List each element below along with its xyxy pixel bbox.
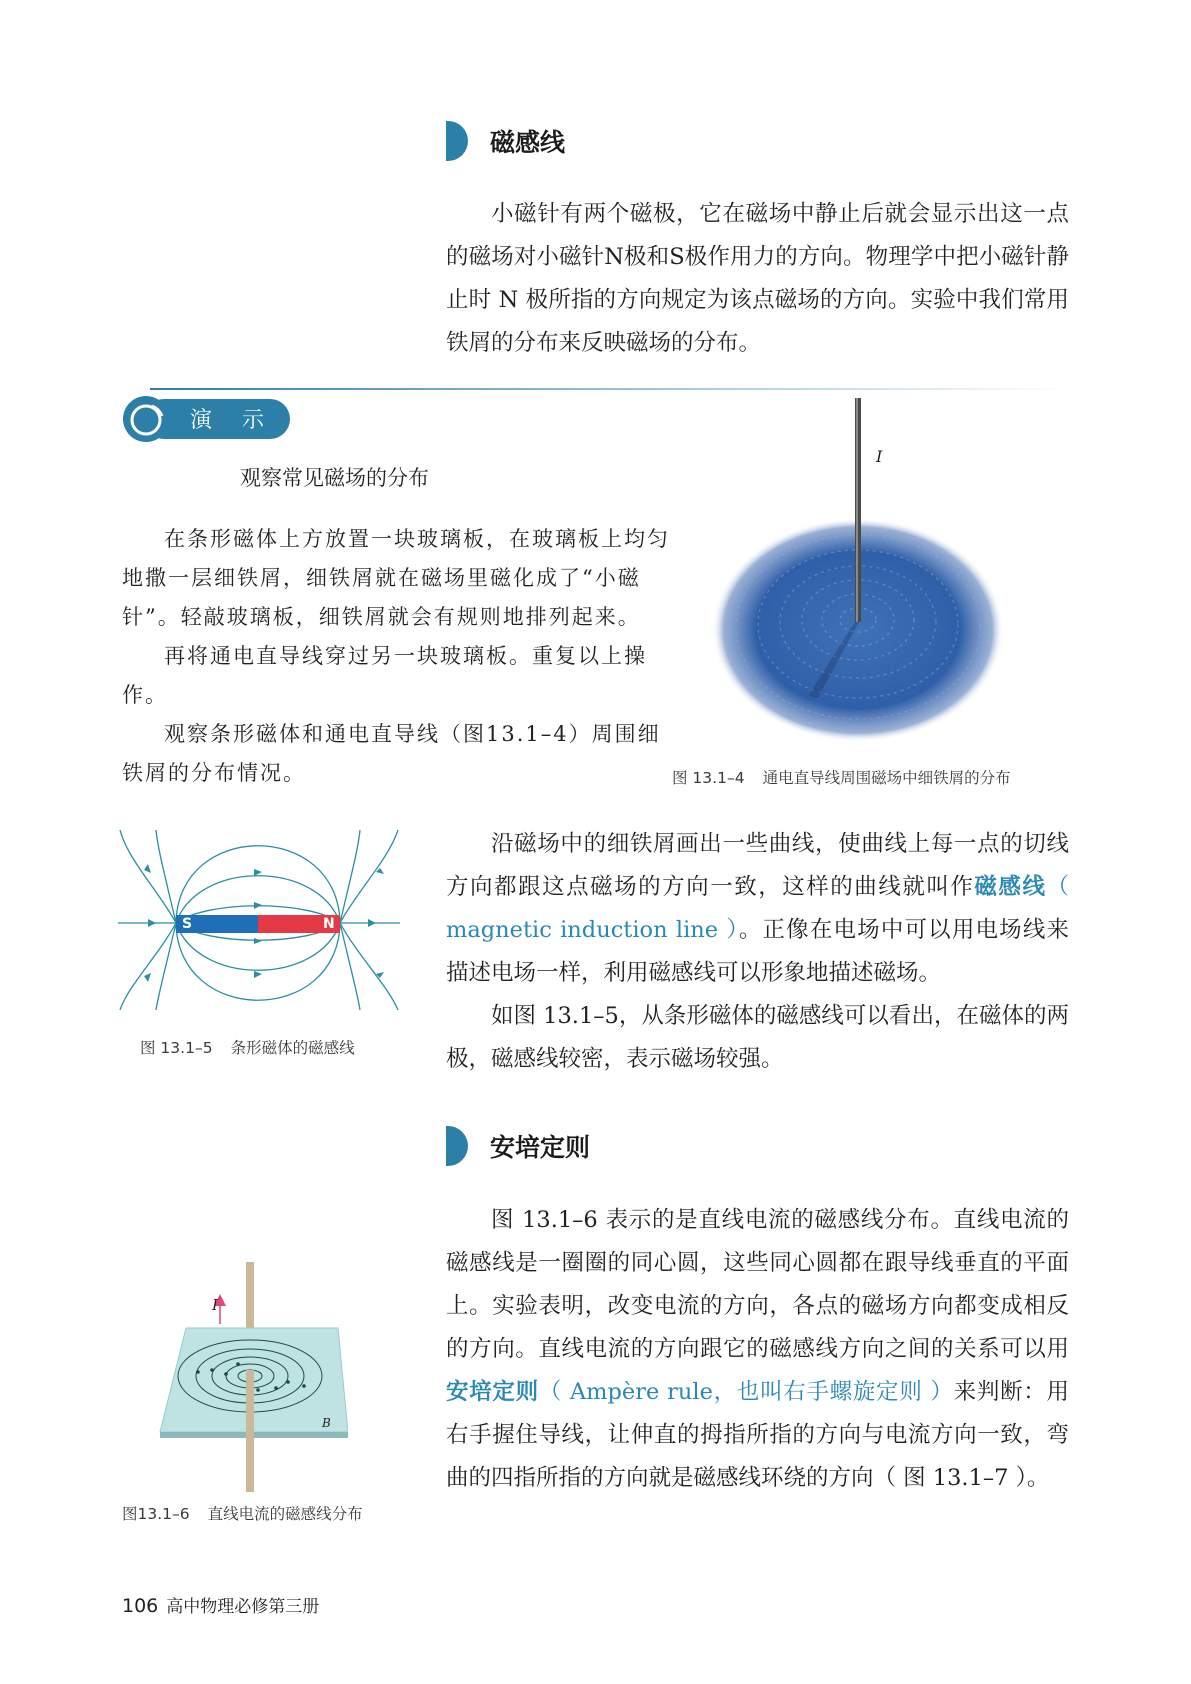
- figure-4-current-label: I: [876, 447, 883, 466]
- figure-5-caption-text: 条形磁体的磁感线: [230, 1039, 355, 1057]
- figure-6-field-label: B: [322, 1416, 331, 1430]
- demo-body: [122, 520, 674, 793]
- figure-straight-current-field: [158, 1262, 348, 1492]
- term-english-ampere-rule: （ Ampère rule，也叫右手螺旋定则 ）: [538, 1379, 954, 1405]
- section-heading-ampere-rule: [446, 1126, 590, 1166]
- demo-paragraph-1: 在条形磁体上方放置一块玻璃板，在玻璃板上均匀地撒一层细铁屑，细铁屑就在磁场里磁化成了“小磁针”。轻敲玻璃板，细铁屑就会有规则地排列起来。: [122, 527, 670, 629]
- figure-4-caption: [672, 766, 1029, 788]
- demo-badge-label: 演 示: [190, 408, 269, 433]
- section-title: 安培定则: [490, 1133, 591, 1162]
- intro-paragraph: [446, 193, 1069, 365]
- section-heading-magnetic-lines: [446, 121, 565, 161]
- definition-paragraph-1: [446, 823, 1069, 995]
- figure-4-caption-number: 图 13.1–4: [672, 769, 745, 787]
- magnet-s-pole-label: S: [182, 916, 193, 932]
- page-footer: [122, 1592, 319, 1617]
- ampere-text-before: 图 13.1–6 表示的是直线电流的磁感线分布。直线电流的磁感线是一圈圈的同心圆，这些同心圆都在跟导线垂直的平面上。实验表明，改变电流的方向，各点的磁场方向都变成相反的方向。直线电流的方向跟它的磁感线方向之间的关系可以用: [446, 1207, 1069, 1362]
- demo-paragraph-3: 观察条形磁体和通电直导线（图13.1–4）周围细铁屑的分布情况。: [122, 722, 661, 785]
- definition-text-after: 。正像在电场中可以用电场线来描述电场一样，利用磁感线可以形象地描述磁场。: [446, 917, 1069, 986]
- intro-text: 小磁针有两个磁极，它在磁场中静止后就会显示出这一点的磁场对小磁针N极和S极作用力的方向。物理学中把小磁针静止时 N 极所指的方向规定为该点磁场的方向。实验中我们常用铁屑的分布来反映磁场的分布。: [446, 201, 1069, 356]
- demo-subtitle: 观察常见磁场的分布: [240, 466, 429, 490]
- figure-bar-magnet-field-lines: [118, 830, 400, 1010]
- demo-paragraph-2: 再将通电直导线穿过另一块玻璃板。重复以上操作。: [122, 644, 647, 707]
- definition-paragraphs: [446, 823, 1069, 1081]
- figure-4-caption-text: 通电直导线周围磁场中细铁屑的分布: [762, 769, 1011, 787]
- figure-6-caption: [122, 1502, 381, 1524]
- ampere-text-after: 来判断：用右手握住导线，让伸直的拇指所指的方向与电流方向一致，弯曲的四指所指的方向就是磁感线环绕的方向（ 图 13.1–7 ）。: [446, 1379, 1069, 1491]
- term-ampere-rule: 安培定则: [446, 1379, 539, 1405]
- demo-icon: [122, 396, 170, 442]
- figure-5-caption-number: 图 13.1–5: [140, 1039, 213, 1057]
- figure-5-caption: [140, 1036, 373, 1058]
- term-magnetic-induction-line: 磁感线: [974, 874, 1047, 900]
- figure-6-caption-text: 直线电流的磁感线分布: [207, 1505, 363, 1523]
- section-marker-icon: [446, 121, 468, 161]
- figure-6-caption-number: 图13.1–6: [122, 1505, 190, 1523]
- demo-divider: [150, 388, 1070, 392]
- section-marker-icon: [446, 1126, 468, 1166]
- demo-badge: [122, 396, 292, 442]
- book-title: 高中物理必修第三册: [166, 1597, 320, 1617]
- term-english-magnetic-induction-line: （ magnetic induction line ）: [446, 874, 1069, 943]
- ampere-paragraph-text: [446, 1199, 1069, 1500]
- figure-iron-filings-photo: [708, 398, 1008, 748]
- ampere-paragraph: [446, 1199, 1069, 1500]
- figure-6-current-label: I: [212, 1296, 218, 1314]
- definition-paragraph-2: 如图 13.1–5，从条形磁体的磁感线可以看出，在磁体的两极，磁感线较密，表示磁场较强。: [446, 1003, 1069, 1072]
- section-title: 磁感线: [490, 128, 566, 157]
- definition-text-before: 沿磁场中的细铁屑画出一些曲线，使曲线上每一点的切线方向都跟这点磁场的方向一致，这样的曲线就叫作: [446, 831, 1069, 900]
- page-number: 106: [122, 1595, 159, 1617]
- magnet-n-pole-label: N: [323, 916, 335, 932]
